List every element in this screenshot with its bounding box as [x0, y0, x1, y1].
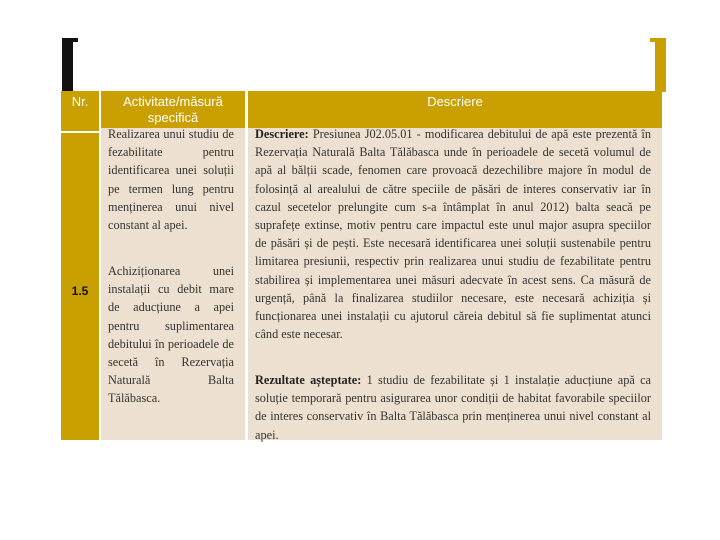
right-bracket-decoration — [655, 38, 666, 92]
left-bracket-top — [62, 38, 78, 42]
description-text: Presiunea J02.05.01 - modificarea debitului de apă este prezentă în Rezervația Naturală Balta Tălăbasca unde în perioadele de secetă volumul de apă al bălții scade, fenomen care provoacă dezechilibre majore în modul de folosință al arealului de către speciile de păsări de interes conservativ iar în cazul secetelor prelungite cum s-a întâmplat în anul 2012) balta seacă pe suprafețe extinse, motiv pentru care impactul este unul major asupra speciilor de păsări și de pești. Este necesară identificarea unei soluții sustenabile pentru limitarea presiunii, respectiv prin realizarea unui studiu de fezabilitate pentru stabilirea și implementarea unei măsuri adecvate în acest sens. Ca măsură de urgență, până la finalizarea studiilor necesare, este necesară achiziția și funcționarea unei instalații cu ajutorul căreia debitul să fie suplimentat atunci când este necesar. — [255, 127, 652, 342]
header-description: Descriere — [248, 91, 662, 131]
description-label: Descriere: — [255, 127, 309, 141]
right-bracket-top — [650, 38, 666, 42]
results-label: Rezultate așteptate: — [255, 373, 362, 387]
header-nr: Nr. — [61, 91, 99, 131]
row-number: 1.5 — [71, 284, 89, 298]
activity-text-2: Achiziționarea unei instalații cu debit mare de aducțiune a apei pentru suplimentarea debitului în perioadele de secetă în Rezervația Naturală Balta Tălăbasca. — [108, 264, 234, 406]
activity-text-1: Realizarea unui studiu de fezabilitate pentru identificarea unei soluții pe termen lung pentru menținerea unui nivel constant al apei. — [108, 127, 234, 233]
description-paragraph — [255, 125, 651, 343]
results-text: 1 studiu de fezabilitate și 1 instalație aducțiune apă ca soluție temporară pentru asigurarea unor condiții de habitat favorabile speciilor de interes conservativ în Balta Tălăbasca prin menținerea unui nivel constant al apei. — [255, 373, 652, 442]
results-paragraph — [255, 371, 651, 444]
nr-cell — [61, 133, 99, 440]
left-bracket-decoration — [62, 38, 73, 92]
header-activity: Activitate/măsură specifică — [101, 91, 245, 131]
